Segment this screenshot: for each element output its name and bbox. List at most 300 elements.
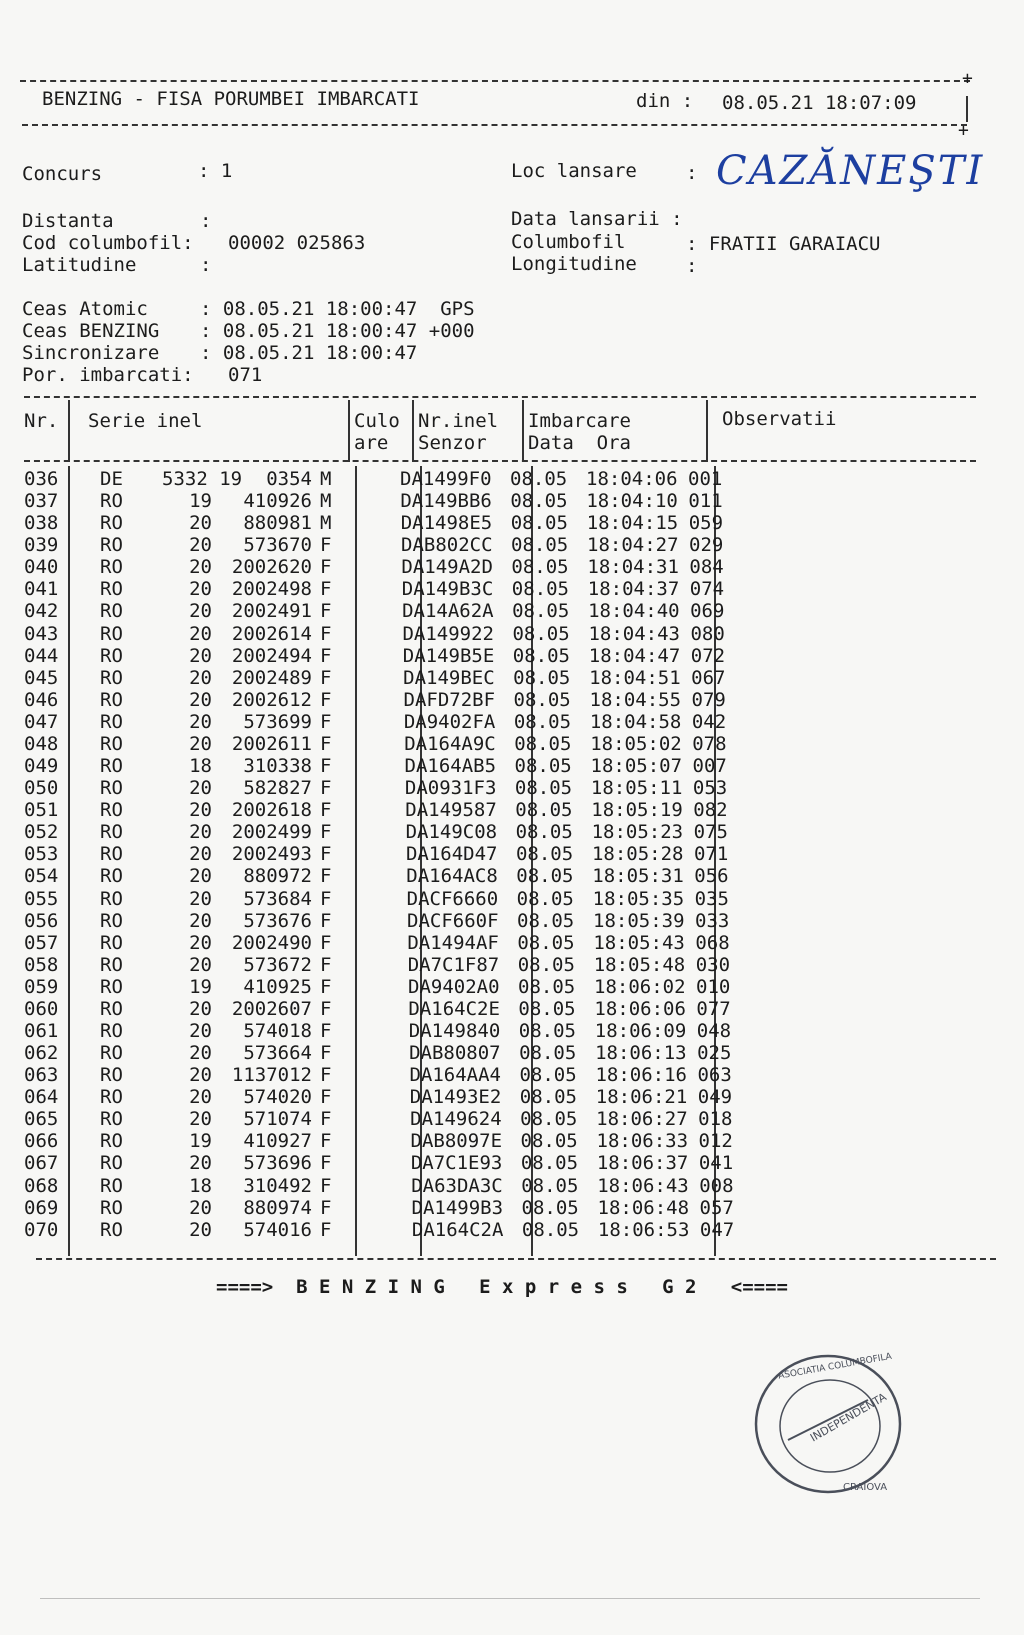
cell-country: RO <box>100 1020 123 1042</box>
corner-mark: + <box>958 120 969 141</box>
cell-year: 20 <box>189 512 212 535</box>
svg-text:CRAIOVA: CRAIOVA <box>843 1482 888 1493</box>
cell-date: 08.05 <box>511 534 569 557</box>
cell-ring: 574018 <box>243 1020 312 1042</box>
cell-sex: F <box>320 1108 332 1131</box>
cell-sensor: DA63DA3C <box>411 1174 503 1197</box>
cell-time: 18:05:35 <box>592 887 685 910</box>
latitudine-value: : <box>200 254 212 276</box>
cell-country: RO <box>100 821 123 844</box>
cell-time: 18:04:15 <box>586 512 679 535</box>
col-sep <box>348 400 350 462</box>
cell-country: DE <box>100 468 123 490</box>
cell-obs: 082 <box>693 799 728 822</box>
cell-obs: 053 <box>692 777 728 800</box>
cell-date: 08.05 <box>513 688 571 711</box>
cell-sensor: DA149BB6 <box>400 490 492 513</box>
col-sep <box>706 400 708 462</box>
cell-country: RO <box>100 732 123 755</box>
cell-sensor: DA1494AF <box>407 931 499 954</box>
cell-time: 18:06:27 <box>596 1108 688 1131</box>
col-header-culoare-2: are <box>354 432 389 454</box>
cell-ring: 310338 <box>243 755 312 778</box>
cell-sex: M <box>320 512 332 535</box>
cell-nr: 069 <box>24 1196 59 1219</box>
cell-country: RO <box>100 1218 123 1241</box>
cell-ring: 880972 <box>243 865 312 888</box>
columbofil-label: Columbofil <box>511 231 626 253</box>
cell-time: 18:04:47 <box>588 644 681 667</box>
cell-time: 18:04:31 <box>587 556 679 579</box>
cell-sensor: DA1499F0 <box>400 468 492 490</box>
cell-date: 08.05 <box>514 755 572 778</box>
cell-obs: 030 <box>695 953 731 976</box>
cell-year: 18 <box>189 1174 212 1197</box>
cell-obs: 008 <box>699 1174 734 1197</box>
cell-nr: 038 <box>24 512 59 535</box>
cell-sex: F <box>320 799 332 822</box>
cell-ring: 2002494 <box>231 644 312 667</box>
cell-date: 08.05 <box>515 799 573 822</box>
cell-time: 18:05:02 <box>590 732 682 755</box>
loc-lansare-handwritten: CAZĂNEŞTI <box>716 148 985 194</box>
cell-date: 08.05 <box>516 887 574 910</box>
cell-year: 20 <box>189 1152 212 1175</box>
cod-value: 00002 025863 <box>228 232 366 254</box>
cell-time: 18:05:43 <box>593 931 685 954</box>
date-label: din : <box>636 90 694 112</box>
cell-date: 08.05 <box>510 490 568 513</box>
cell-ring: 2002620 <box>231 556 312 579</box>
cell-ring: 310492 <box>243 1174 312 1197</box>
cell-sensor: DA164C2E <box>408 997 500 1020</box>
col-sep <box>68 400 70 462</box>
cell-country: RO <box>100 931 123 954</box>
cell-year: 20 <box>189 843 212 866</box>
cell-country: RO <box>100 556 123 579</box>
cell-nr: 065 <box>24 1108 59 1131</box>
cell-country: RO <box>100 997 123 1020</box>
col-header-nr: Nr. <box>24 410 59 432</box>
loc-lansare-sep: : <box>686 162 698 184</box>
col-header-nrinel-2: Senzor <box>418 432 487 454</box>
cell-time: 18:05:19 <box>591 799 683 822</box>
col-header-culoare-1: Culo <box>354 410 400 432</box>
cell-year: 20 <box>189 1020 212 1042</box>
cell-year: 20 <box>189 600 212 623</box>
cell-nr: 056 <box>24 909 59 932</box>
cell-sex: F <box>320 1196 332 1219</box>
cell-ring: 880981 <box>243 512 312 535</box>
cell-sex: F <box>320 1174 332 1197</box>
cell-obs: 059 <box>688 512 724 535</box>
cell-date: 08.05 <box>515 821 573 844</box>
cell-sex: F <box>320 975 332 998</box>
cell-sensor: DA9402A0 <box>408 975 500 998</box>
cell-obs: 069 <box>690 600 725 623</box>
cell-country: RO <box>100 843 123 866</box>
cell-time: 18:04:51 <box>589 666 681 689</box>
latitudine-label: Latitudine <box>22 254 137 276</box>
cell-country: RO <box>100 1152 123 1175</box>
cell-date: 08.05 <box>521 1174 579 1197</box>
cell-obs: 001 <box>688 468 723 490</box>
header-right-border <box>966 96 968 122</box>
cell-obs: 074 <box>689 578 725 601</box>
cell-sex: F <box>320 578 332 601</box>
cell-country: RO <box>100 490 123 513</box>
cell-sensor: DA149B5E <box>402 644 495 667</box>
cell-ring: 2002612 <box>231 688 312 711</box>
cell-obs: 063 <box>697 1064 732 1087</box>
cell-country: RO <box>100 975 123 998</box>
cell-sensor: DA7C1E93 <box>410 1152 503 1175</box>
cell-nr: 047 <box>24 710 59 733</box>
cell-date: 08.05 <box>512 622 570 645</box>
distanta-label: Distanta <box>22 210 114 232</box>
cell-time: 18:06:21 <box>595 1086 688 1109</box>
cell-date: 08.05 <box>519 1064 577 1087</box>
longitudine-value: : <box>686 255 698 277</box>
cell-country: RO <box>100 1174 123 1197</box>
cell-nr: 048 <box>24 732 59 755</box>
cell-obs: 033 <box>695 909 730 932</box>
svg-text:INDEPENDENTA: INDEPENDENTA <box>807 1390 889 1445</box>
cell-ring: 571074 <box>243 1108 312 1131</box>
cell-date: 08.05 <box>517 931 575 954</box>
cod-label: Cod columbofil: <box>22 232 194 254</box>
cell-time: 18:04:27 <box>587 534 679 557</box>
document-title: BENZING - FISA PORUMBEI IMBARCATI <box>42 88 420 110</box>
cell-sensor: DA164AC8 <box>406 865 498 888</box>
cell-time: 18:06:48 <box>597 1196 690 1219</box>
cell-ring: 573676 <box>243 909 312 932</box>
cell-date: 08.05 <box>513 666 571 689</box>
cell-country: RO <box>100 644 123 667</box>
cell-nr: 041 <box>24 578 59 601</box>
cell-sex: F <box>320 931 332 954</box>
cell-date: 08.05 <box>521 1196 579 1219</box>
cell-date: 08.05 <box>517 909 575 932</box>
col-header-serie: Serie inel <box>88 410 203 432</box>
cell-year: 20 <box>189 710 212 733</box>
cell-country: RO <box>100 710 123 733</box>
cell-obs: 057 <box>699 1196 734 1219</box>
table-bottom-border <box>36 1258 996 1260</box>
cell-year: 20 <box>189 953 212 976</box>
cell-date: 08.05 <box>521 1218 580 1241</box>
cell-date: 08.05 <box>513 710 572 733</box>
cell-nr: 043 <box>24 622 59 645</box>
cell-date: 08.05 <box>519 1042 577 1065</box>
cell-year: 20 <box>189 1196 212 1219</box>
cell-date: 08.05 <box>518 1020 576 1042</box>
cell-nr: 052 <box>24 821 59 844</box>
cell-nr: 055 <box>24 887 59 910</box>
cell-sensor: DA7C1F87 <box>407 953 500 976</box>
cell-sensor: DA164D47 <box>405 843 498 866</box>
cell-sex: F <box>320 953 332 976</box>
ceas-atomic-label: Ceas Atomic <box>22 298 148 320</box>
footer-banner: ====> B E N Z I N G E x p r e s s G 2 <==== <box>216 1276 788 1298</box>
cell-date: 08.05 <box>514 777 573 800</box>
cell-ring: 2002491 <box>231 600 312 623</box>
cell-sensor: DA149B3C <box>401 578 494 601</box>
cell-sex: F <box>320 843 332 866</box>
cell-obs: 067 <box>691 666 726 689</box>
cell-date: 08.05 <box>516 865 574 888</box>
cell-nr: 053 <box>24 843 59 866</box>
cell-nr: 070 <box>24 1218 59 1241</box>
ceas-benzing-value: : 08.05.21 18:00:47 +000 <box>200 320 475 342</box>
cell-obs: 011 <box>688 490 723 513</box>
cell-sensor: DA149624 <box>410 1108 502 1131</box>
cell-year: 20 <box>189 997 212 1020</box>
cell-date: 08.05 <box>514 732 572 755</box>
cell-sex: F <box>320 710 332 733</box>
cell-date: 08.05 <box>510 468 568 490</box>
sincronizare-label: Sincronizare <box>22 342 160 364</box>
col-sep <box>68 466 70 1256</box>
cell-time: 18:04:55 <box>589 688 682 711</box>
cell-time: 18:06:09 <box>594 1020 687 1042</box>
cell-obs: 010 <box>696 975 731 998</box>
cell-nr: 044 <box>24 644 59 667</box>
cell-date: 08.05 <box>515 843 574 866</box>
sincronizare-value: : 08.05.21 18:00:47 <box>200 342 418 364</box>
cell-ring: 410927 <box>243 1130 312 1153</box>
cell-country: RO <box>100 953 123 976</box>
table-top-border <box>24 396 976 398</box>
cell-ring: 0354 <box>266 468 312 490</box>
cell-nr: 051 <box>24 799 59 822</box>
cell-nr: 042 <box>24 600 59 623</box>
cell-sensor: DAFD72BF <box>403 688 496 711</box>
cell-obs: 084 <box>689 556 724 579</box>
cell-time: 18:04:06 <box>586 468 678 490</box>
cell-year: 20 <box>189 644 212 667</box>
cell-ring: 1137012 <box>231 1064 312 1087</box>
cell-nr: 062 <box>24 1042 59 1065</box>
cell-time: 18:06:06 <box>594 997 686 1020</box>
cell-obs: 078 <box>692 732 727 755</box>
cell-sex: F <box>320 644 332 667</box>
cell-date: 08.05 <box>517 953 575 976</box>
cell-nr: 045 <box>24 666 59 689</box>
col-sep <box>412 400 414 462</box>
ceas-benzing-label: Ceas BENZING <box>22 320 160 342</box>
por-imbarcati-value: 071 <box>228 364 263 386</box>
cell-time: 18:04:37 <box>587 578 680 601</box>
cell-nr: 037 <box>24 490 59 513</box>
col-header-imbarcare-2: Data Ora <box>528 432 631 454</box>
cell-ring: 573684 <box>243 887 312 910</box>
cell-obs: 035 <box>694 887 729 910</box>
date-value: 08.05.21 18:07:09 <box>722 92 917 114</box>
cell-obs: 041 <box>698 1152 734 1175</box>
col-sep <box>355 466 357 1256</box>
cell-year: 20 <box>189 931 212 954</box>
cell-obs: 048 <box>696 1020 732 1042</box>
cell-nr: 049 <box>24 755 59 778</box>
col-sep <box>522 400 524 462</box>
cell-year: 20 <box>189 821 212 844</box>
cell-year: 20 <box>189 732 212 755</box>
cell-sex: F <box>320 1130 332 1153</box>
cell-nr: 063 <box>24 1064 59 1087</box>
cell-nr: 064 <box>24 1086 59 1109</box>
cell-ring: 2002607 <box>231 997 312 1020</box>
cell-obs: 018 <box>698 1108 733 1131</box>
header-top-border <box>20 80 970 82</box>
cell-obs: 012 <box>698 1130 733 1153</box>
table-header-border <box>24 460 976 462</box>
cell-nr: 054 <box>24 865 59 888</box>
cell-sensor: DA164AA4 <box>409 1064 501 1087</box>
cell-country: RO <box>100 1130 123 1153</box>
cell-ring: 2002614 <box>231 622 312 645</box>
cell-nr: 060 <box>24 997 59 1020</box>
cell-year: 5332 19 <box>162 468 243 490</box>
cell-sensor: DA14A62A <box>402 600 494 623</box>
cell-ring: 582827 <box>243 777 312 800</box>
cell-time: 18:05:31 <box>592 865 684 888</box>
cell-obs: 025 <box>697 1042 732 1065</box>
cell-sensor: DA0931F3 <box>404 777 497 800</box>
cell-sex: F <box>320 887 332 910</box>
cell-sex: F <box>320 732 332 755</box>
cell-date: 08.05 <box>512 600 570 623</box>
header-bottom-border <box>22 124 967 126</box>
cell-sex: F <box>320 1218 332 1241</box>
cell-time: 18:04:10 <box>586 490 678 513</box>
cell-ring: 2002493 <box>231 843 312 866</box>
cell-year: 20 <box>189 799 212 822</box>
cell-sensor: DAB8097E <box>410 1130 503 1153</box>
cell-obs: 072 <box>690 644 726 667</box>
cell-country: RO <box>100 1064 123 1087</box>
cell-sensor: DACF6660 <box>406 887 499 910</box>
cell-sex: F <box>320 1086 332 1109</box>
cell-time: 18:04:43 <box>588 622 680 645</box>
cell-sex: F <box>320 688 332 711</box>
cell-sensor: DA149A2D <box>401 556 493 579</box>
cell-nr: 057 <box>24 931 59 954</box>
cell-date: 08.05 <box>520 1130 578 1153</box>
cell-sensor: DA149587 <box>405 799 497 822</box>
cell-year: 20 <box>189 1086 212 1109</box>
cell-sensor: DA149922 <box>402 622 494 645</box>
cell-time: 18:05:23 <box>591 821 684 844</box>
page-bottom-line <box>40 1598 980 1599</box>
cell-time: 18:06:43 <box>597 1174 689 1197</box>
cell-year: 18 <box>189 755 212 778</box>
columbofil-value: : FRATII GARAIACU <box>686 233 881 255</box>
concurs-label: Concurs <box>22 163 103 185</box>
cell-time: 18:06:16 <box>595 1064 687 1087</box>
cell-year: 20 <box>189 865 212 888</box>
cell-time: 18:06:13 <box>595 1042 687 1065</box>
cell-obs: 047 <box>699 1218 735 1241</box>
cell-nr: 067 <box>24 1152 59 1175</box>
cell-sex: F <box>320 1020 332 1042</box>
cell-ring: 573696 <box>243 1152 312 1175</box>
cell-date: 08.05 <box>520 1152 579 1175</box>
cell-obs: 056 <box>694 865 729 888</box>
cell-country: RO <box>100 909 123 932</box>
cell-year: 20 <box>189 622 212 645</box>
cell-sensor: DA1498E5 <box>400 512 493 535</box>
cell-country: RO <box>100 688 123 711</box>
cell-ring: 573672 <box>243 953 312 976</box>
cell-country: RO <box>100 1086 123 1109</box>
cell-sex: F <box>320 556 332 579</box>
cell-country: RO <box>100 1108 123 1131</box>
cell-year: 20 <box>189 688 212 711</box>
stamp-seal <box>748 1350 908 1500</box>
cell-country: RO <box>100 1196 123 1219</box>
cell-ring: 573670 <box>243 534 312 557</box>
cell-obs: 071 <box>693 843 729 866</box>
ceas-atomic-value: : 08.05.21 18:00:47 GPS <box>200 298 475 320</box>
cell-country: RO <box>100 887 123 910</box>
cell-sensor: DAB802CC <box>401 534 493 557</box>
cell-sensor: DA164C2A <box>411 1218 504 1241</box>
cell-ring: 573664 <box>243 1042 312 1065</box>
distanta-value: : <box>200 210 212 232</box>
cell-country: RO <box>100 600 123 623</box>
cell-date: 08.05 <box>520 1108 578 1131</box>
cell-year: 20 <box>189 1108 212 1131</box>
cell-ring: 573699 <box>243 710 312 733</box>
cell-time: 18:06:53 <box>597 1218 690 1241</box>
cell-nr: 050 <box>24 777 59 800</box>
cell-sex: F <box>320 1042 332 1065</box>
cell-sex: F <box>320 777 332 800</box>
cell-nr: 061 <box>24 1020 59 1042</box>
cell-sensor: DAB80807 <box>409 1042 501 1065</box>
cell-sex: F <box>320 997 332 1020</box>
cell-country: RO <box>100 1042 123 1065</box>
cell-nr: 066 <box>24 1130 59 1153</box>
cell-time: 18:05:07 <box>590 755 683 778</box>
cell-year: 20 <box>189 534 212 557</box>
data-lansarii-label: Data lansarii : <box>511 208 683 230</box>
cell-time: 18:04:40 <box>588 600 680 623</box>
col-header-observatii: Observatii <box>722 408 837 430</box>
col-header-imbarcare-1: Imbarcare <box>528 410 631 432</box>
cell-sensor: DA149C08 <box>405 821 498 844</box>
cell-sensor: DA1493E2 <box>409 1086 502 1109</box>
cell-date: 08.05 <box>511 578 569 601</box>
cell-ring: 410926 <box>243 490 312 513</box>
cell-country: RO <box>100 534 123 557</box>
cell-country: RO <box>100 666 123 689</box>
col-header-nrinel-1: Nr.inel <box>418 410 499 432</box>
cell-sex: F <box>320 909 332 932</box>
cell-time: 18:05:48 <box>593 953 686 976</box>
cell-sensor: DA164AB5 <box>404 755 497 778</box>
cell-nr: 036 <box>24 468 59 490</box>
cell-ring: 410925 <box>243 975 312 998</box>
cell-time: 18:05:11 <box>590 777 683 800</box>
cell-sex: F <box>320 600 332 623</box>
cell-sex: F <box>320 666 332 689</box>
cell-year: 19 <box>189 975 212 998</box>
cell-ring: 574020 <box>243 1086 312 1109</box>
cell-year: 20 <box>189 887 212 910</box>
cell-sensor: DA9402FA <box>403 710 496 733</box>
